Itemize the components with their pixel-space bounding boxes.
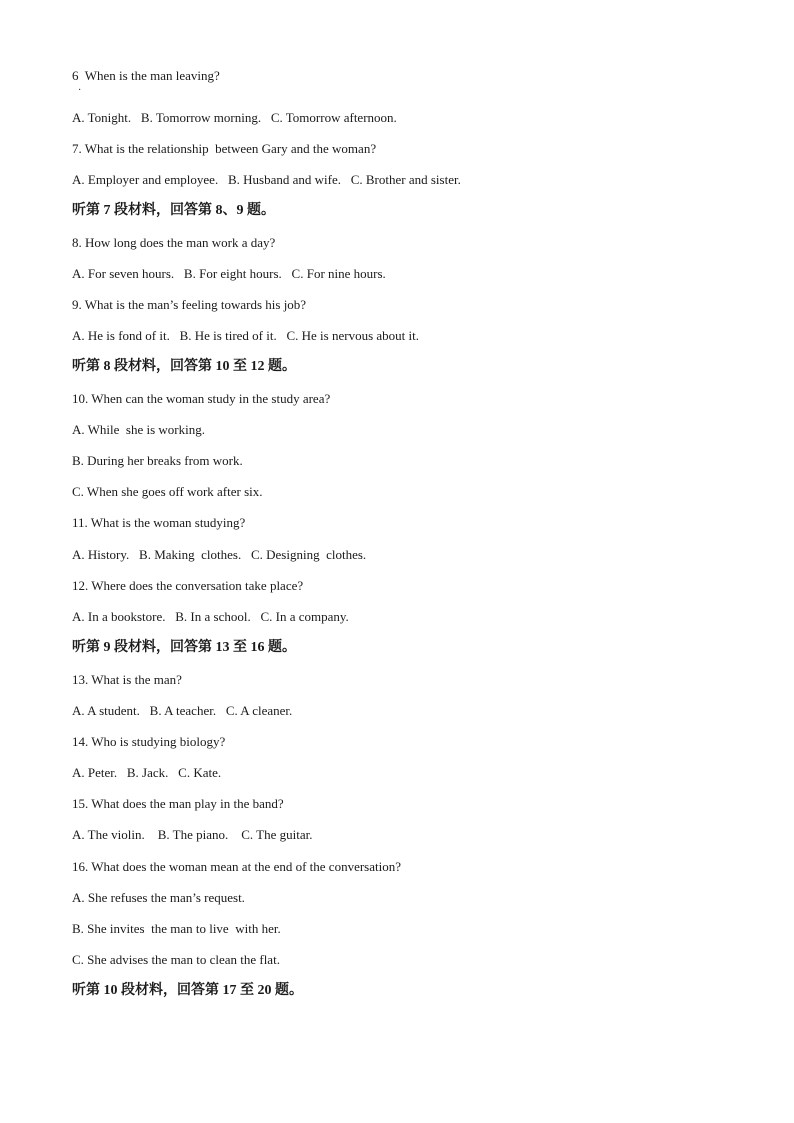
- options-11: A. History. B. Making clothes. C. Designing clothes.: [72, 547, 367, 562]
- section-heading-9: 听第 9 段材料，回答第 13 至 16 题。: [72, 640, 296, 655]
- question-6: 6 When is the man leaving?: [72, 68, 220, 83]
- option-16c: C. She advises the man to clean the flat.: [72, 952, 280, 967]
- options-7: A. Employer and employee. B. Husband and wife. C. Brother and sister.: [72, 172, 461, 187]
- question-10: 10. When can the woman study in the study area?: [72, 391, 331, 406]
- question-8: 8. How long does the man work a day?: [72, 235, 276, 250]
- option-10c: C. When she goes off work after six.: [72, 484, 263, 499]
- question-11: 11. What is the woman studying?: [72, 515, 246, 530]
- options-6: A. Tonight. B. Tomorrow morning. C. Tomorrow afternoon.: [72, 110, 397, 125]
- question-12: 12. Where does the conversation take place?: [72, 578, 304, 593]
- options-15: A. The violin. B. The piano. C. The guitar.: [72, 827, 313, 842]
- options-13: A. A student. B. A teacher. C. A cleaner.: [72, 703, 293, 718]
- question-15: 15. What does the man play in the band?: [72, 796, 284, 811]
- question-7: 7. What is the relationship between Gary and the woman?: [72, 141, 377, 156]
- question-14: 14. Who is studying biology?: [72, 734, 226, 749]
- section-heading-8: 听第 8 段材料，回答第 10 至 12 题。: [72, 359, 296, 374]
- option-16b: B. She invites the man to live with her.: [72, 921, 281, 936]
- options-14: A. Peter. B. Jack. C. Kate.: [72, 765, 222, 780]
- option-16a: A. She refuses the man’s request.: [72, 890, 245, 905]
- question-16: 16. What does the woman mean at the end of the conversation?: [72, 859, 401, 874]
- question-13: 13. What is the man?: [72, 672, 182, 687]
- options-8: A. For seven hours. B. For eight hours. C. For nine hours.: [72, 266, 386, 281]
- option-10a: A. While she is working.: [72, 422, 205, 437]
- question-9: 9. What is the man’s feeling towards his job?: [72, 297, 307, 312]
- stray-dot: ·: [78, 85, 82, 96]
- section-heading-7: 听第 7 段材料，回答第 8、9 题。: [72, 203, 275, 218]
- option-10b: B. During her breaks from work.: [72, 453, 243, 468]
- section-heading-10: 听第 10 段材料，回答第 17 至 20 题。: [72, 983, 303, 998]
- options-12: A. In a bookstore. B. In a school. C. In a company.: [72, 609, 349, 624]
- options-9: A. He is fond of it. B. He is tired of it. C. He is nervous about it.: [72, 328, 419, 343]
